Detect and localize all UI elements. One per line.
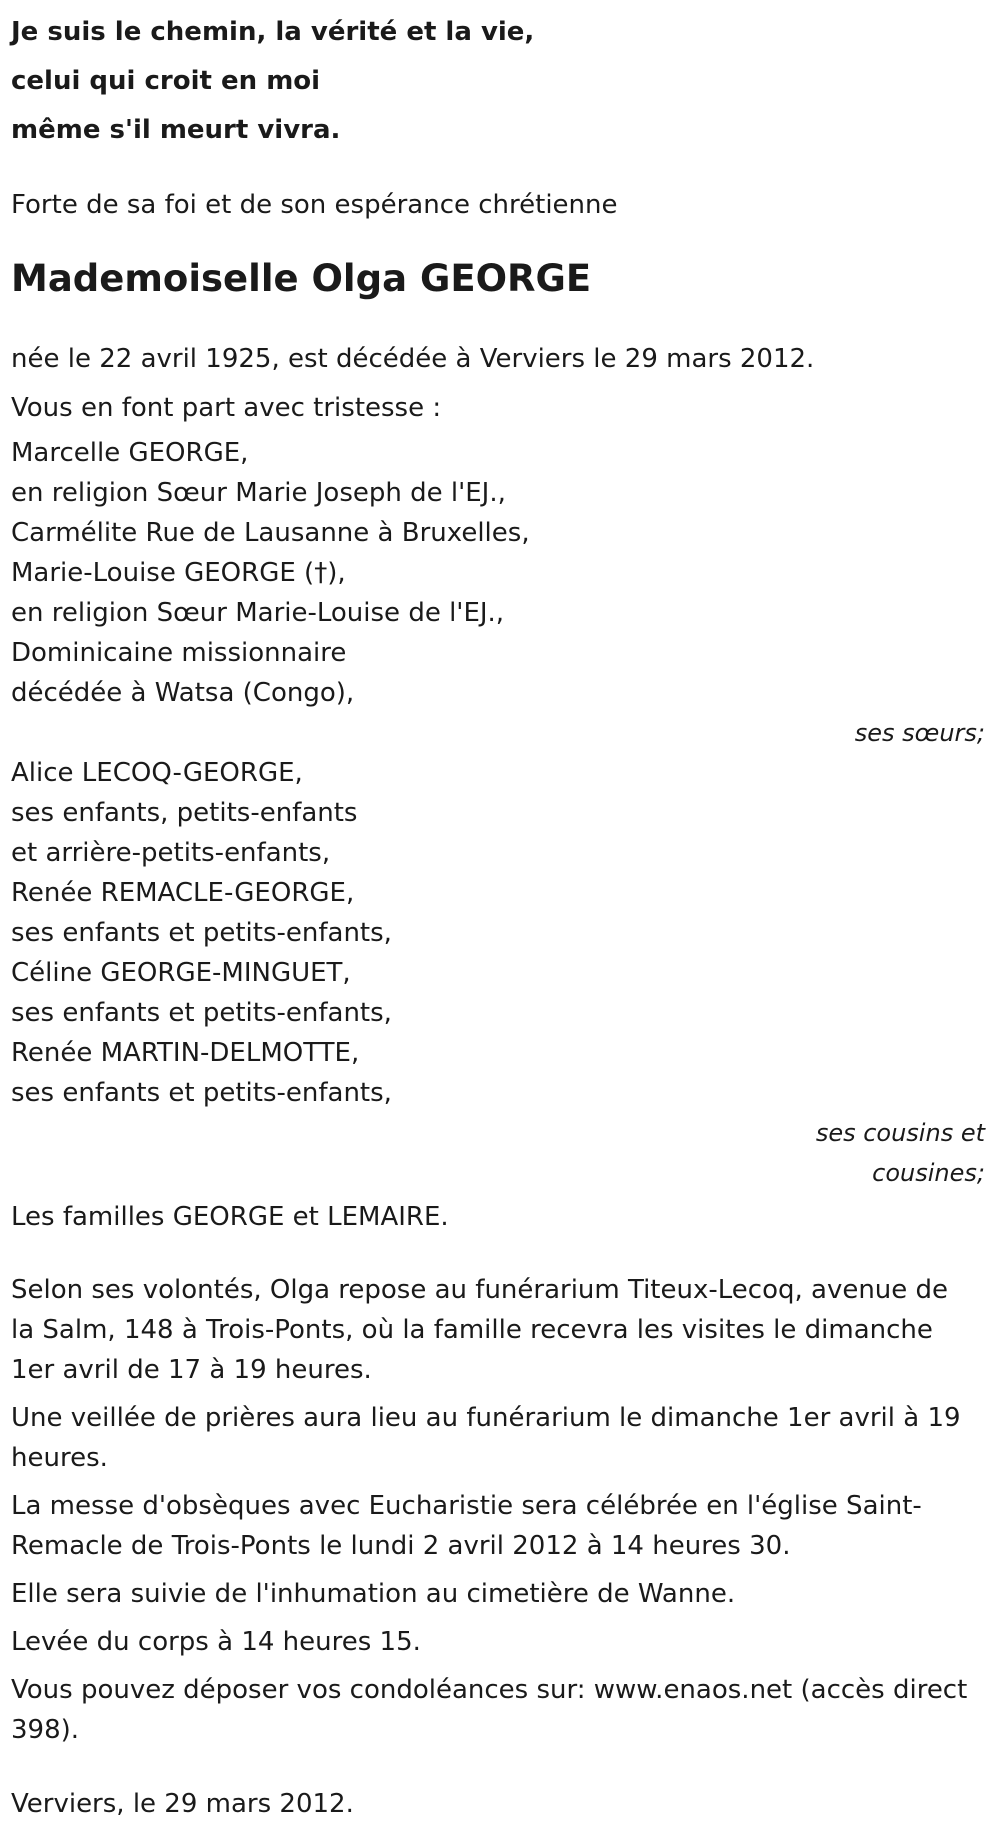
list-item: Marcelle GEORGE, (11, 438, 249, 468)
vigil-paragraph (11, 1398, 991, 1478)
sisters-list (11, 433, 991, 713)
cousins-relation (11, 1113, 991, 1193)
paragraph-line: Remacle de Trois-Ponts le lundi 2 avril 2012 à 14 heures 30. (11, 1531, 791, 1561)
closing-place-date: Verviers, le 29 mars 2012. (11, 1789, 354, 1819)
sisters-group (11, 433, 991, 753)
cousins-relation-line-1: ses cousins et (815, 1119, 985, 1147)
paragraph-line: heures. (11, 1443, 108, 1473)
mass-paragraph (11, 1486, 991, 1566)
deceased-name: Mademoiselle Olga GEORGE (11, 257, 592, 300)
paragraph-line: Selon ses volontés, Olga repose au funérarium Titeux-Lecoq, avenue de (11, 1275, 949, 1305)
list-item: Marie-Louise GEORGE (†), (11, 558, 346, 588)
families-line: Les familles GEORGE et LEMAIRE. (11, 1202, 449, 1232)
list-item: et arrière-petits-enfants, (11, 838, 331, 868)
list-item: ses enfants, petits-enfants (11, 798, 358, 828)
list-item: ses enfants et petits-enfants, (11, 918, 392, 948)
list-item: ses enfants et petits-enfants, (11, 1078, 392, 1108)
paragraph-line: 398). (11, 1715, 80, 1745)
paragraph-line: 1er avril de 17 à 19 heures. (11, 1355, 372, 1385)
paragraph-line: Une veillée de prières aura lieu au funérarium le dimanche 1er avril à 19 (11, 1403, 961, 1433)
paragraph-line: Vous pouvez déposer vos condoléances sur: www.enaos.net (accès direct (11, 1675, 968, 1705)
faith-statement: Forte de sa foi et de son espérance chrétienne (11, 190, 618, 220)
obituary-notice (11, 0, 991, 1824)
cousins-relation-line-2: cousines; (872, 1159, 985, 1187)
burial-paragraph: Elle sera suivie de l'inhumation au cimetière de Wanne. (11, 1579, 736, 1609)
cousins-group (11, 753, 991, 1193)
announcement-intro: Vous en font part avec tristesse : (11, 393, 442, 423)
cousins-list (11, 753, 991, 1113)
birth-death-statement: née le 22 avril 1925, est décédée à Verviers le 29 mars 2012. (11, 344, 815, 374)
verse-line-3: même s'il meurt vivra. (11, 115, 341, 145)
list-item: ses enfants et petits-enfants, (11, 998, 392, 1028)
departure-paragraph: Levée du corps à 14 heures 15. (11, 1627, 421, 1657)
list-item: en religion Sœur Marie Joseph de l'EJ., (11, 478, 506, 508)
bible-verse (11, 8, 991, 155)
condolences-paragraph (11, 1670, 991, 1750)
list-item: en religion Sœur Marie-Louise de l'EJ., (11, 598, 505, 628)
list-item: Dominicaine missionnaire (11, 638, 347, 668)
list-item: Céline GEORGE-MINGUET, (11, 958, 351, 988)
paragraph-line: La messe d'obsèques avec Eucharistie sera célébrée en l'église Saint- (11, 1491, 922, 1521)
sisters-relation: ses sœurs; (854, 719, 985, 747)
list-item: décédée à Watsa (Congo), (11, 678, 355, 708)
list-item: Alice LECOQ-GEORGE, (11, 758, 303, 788)
list-item: Renée REMACLE-GEORGE, (11, 878, 355, 908)
list-item: Carmélite Rue de Lausanne à Bruxelles, (11, 518, 530, 548)
verse-line-2: celui qui croit en moi (11, 66, 321, 96)
verse-line-1: Je suis le chemin, la vérité et la vie, (11, 17, 535, 47)
paragraph-line: la Salm, 148 à Trois-Ponts, où la famille recevra les visites le dimanche (11, 1315, 933, 1345)
visitation-paragraph (11, 1270, 991, 1390)
list-item: Renée MARTIN-DELMOTTE, (11, 1038, 360, 1068)
